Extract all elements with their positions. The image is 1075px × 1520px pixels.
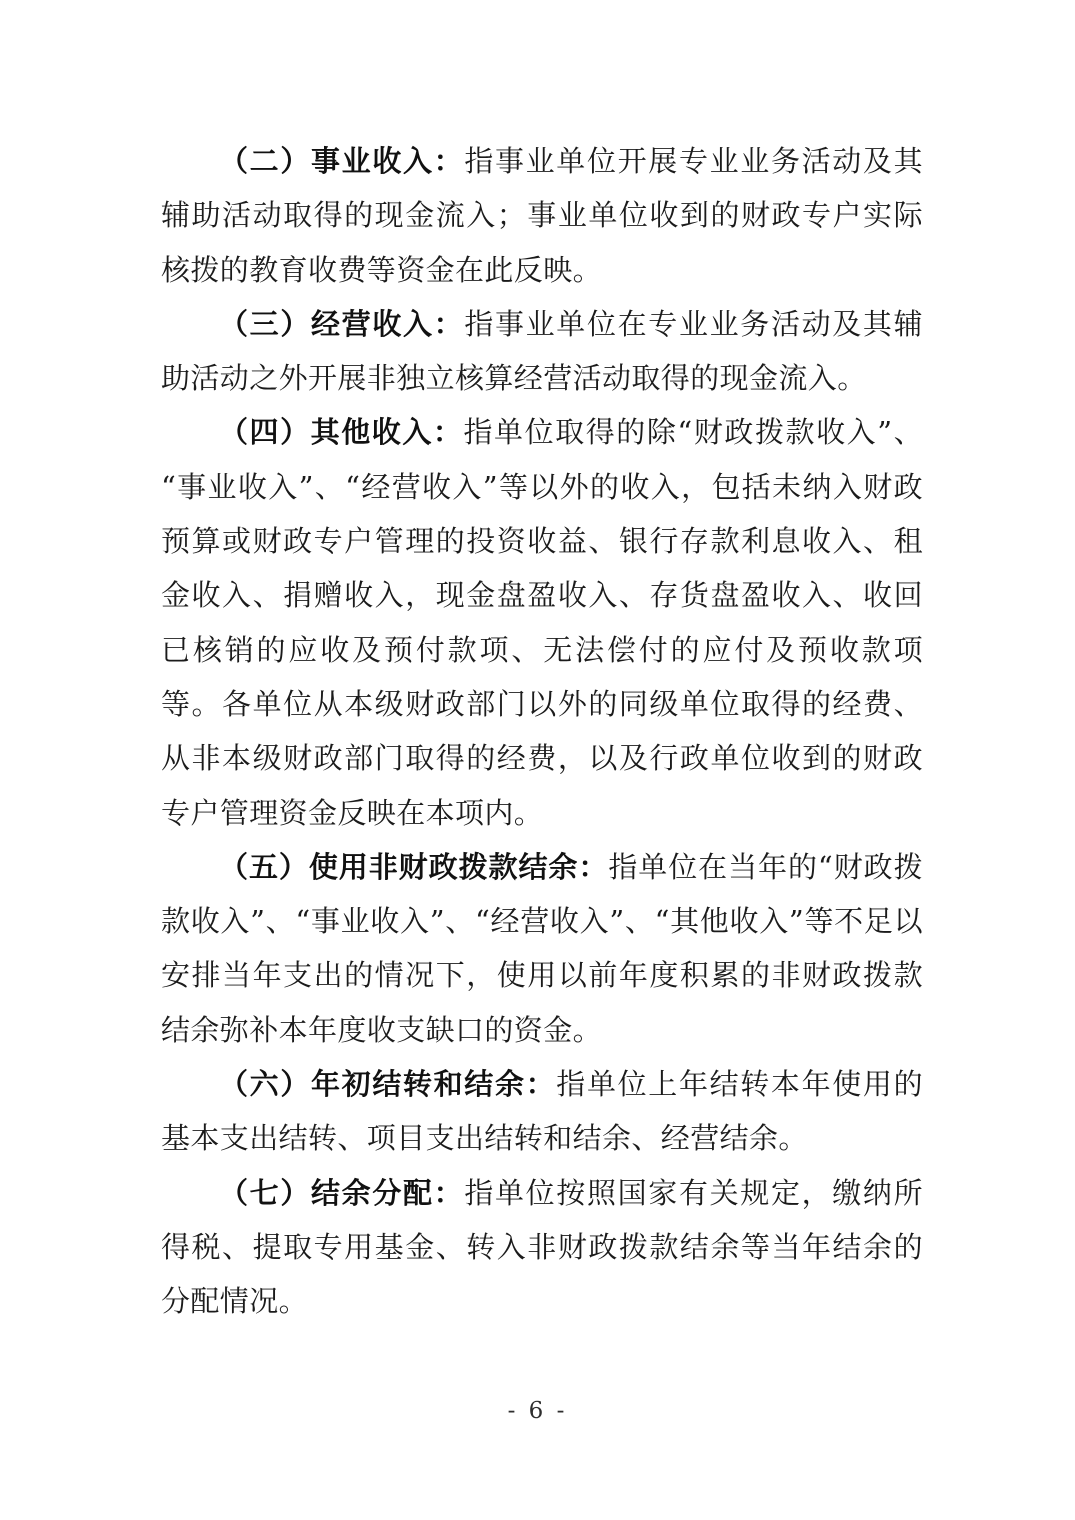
paragraph-body-text: 指事业单位在专业业务活动及其辅助活动之外开展非独立核算经营活动取得的现金流入。 xyxy=(161,306,923,396)
definition-paragraph-nianchu-jiezhuan-jieyu xyxy=(161,1057,923,1166)
paragraph-body-text: 指单位在当年的“财政拨款收入”、“事业收入”、“经营收入”、“其他收入”等不足以安排当年支出的情况下，使用以前年度积累的非财政拨款结余弥补本年度收支缺口的资金。 xyxy=(161,849,924,1047)
definition-paragraph-jingying-shouru xyxy=(161,297,923,406)
paragraph-heading: （四）其他收入： xyxy=(219,415,464,450)
paragraph-body-text: 指单位按照国家有关规定，缴纳所得税、提取专用基金、转入非财政拨款结余等当年结余的分配情况。 xyxy=(161,1175,923,1319)
definition-paragraph-shiye-shouru xyxy=(161,134,923,297)
paragraph-heading: （三）经营收入： xyxy=(219,306,465,341)
paragraph-heading: （二）事业收入： xyxy=(219,144,465,178)
definition-paragraph-shiyong-feicaizheng-bokuan-jieyu xyxy=(161,840,923,1057)
paragraph-body-text: 指事业单位开展专业业务活动及其辅助活动取得的现金流入；事业单位收到的财政专户实际核拨的教育收费等资金在此反映。 xyxy=(161,144,923,287)
document-text-block xyxy=(161,134,923,1329)
paragraph-body-text: 指单位上年结转本年使用的基本支出结转、项目支出结转和结余、经营结余。 xyxy=(161,1067,923,1156)
paragraph-heading: （五）使用非财政拨款结余： xyxy=(219,849,609,884)
definition-paragraph-jieyu-fenpei xyxy=(161,1166,923,1329)
paragraph-heading: （七）结余分配： xyxy=(219,1175,465,1210)
paragraph-heading: （六）年初结转和结余： xyxy=(219,1067,557,1102)
page-number: - 6 - xyxy=(507,1398,568,1424)
paragraph-body-text: 指单位取得的除“财政拨款收入”、“事业收入”、“经营收入”等以外的收入，包括未纳入财政预算或财政专户管理的投资收益、银行存款利息收入、租金收入、捐赠收入，现金盘盈收入、存货盘盈收入、收回已核销的应收及预付款项、无法偿付的应付及预收款项等。各单位从本级财政部门以外的同级单位取得的经费、从非本级财政部门取得的经费，以及行政单位收到的财政专户管理资金反映在本项内。 xyxy=(161,415,923,830)
definition-paragraph-qita-shouru xyxy=(161,405,923,839)
